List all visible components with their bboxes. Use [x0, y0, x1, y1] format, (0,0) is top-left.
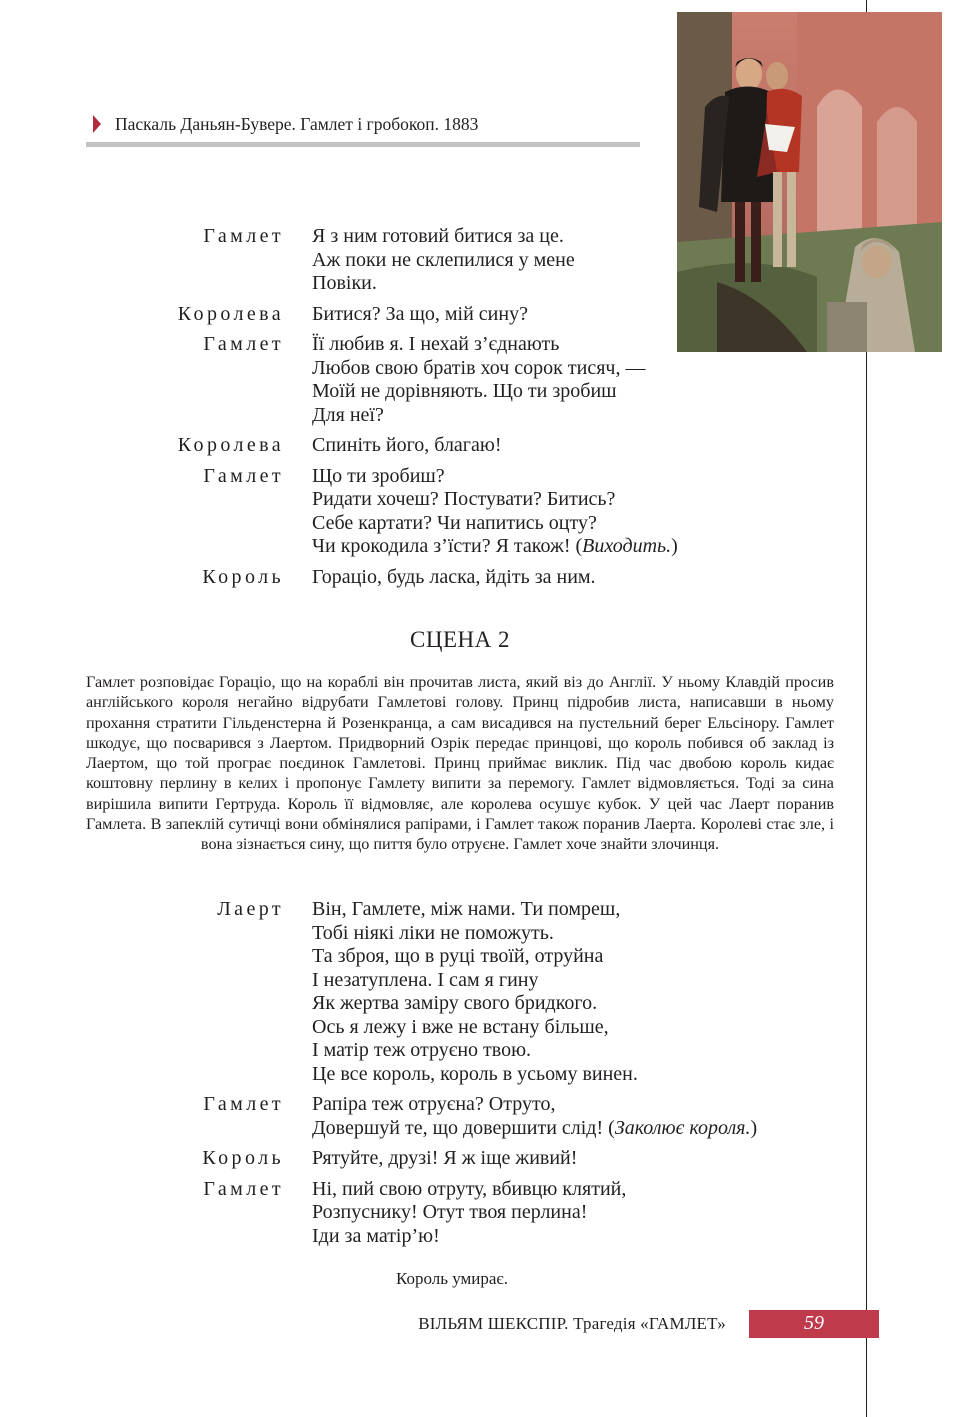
verse-text-close: ) [671, 535, 678, 557]
verse-line: Битися? За що, мій сину? [312, 302, 528, 325]
verse-line: Для неї? [312, 403, 384, 426]
verse-line: Тобі ніякі ліки не поможуть. [312, 921, 554, 944]
stage-direction-inline: Заколює короля. [614, 1116, 751, 1139]
verse-line: Спиніть його, благаю! [312, 434, 502, 456]
caption-text: Паскаль Даньян-Бувере. Гамлет і гробокоп. 1883 [115, 114, 479, 134]
verse-line: Її любив я. І нехай з’єднають [312, 333, 560, 355]
page-number: 59 [804, 1312, 824, 1334]
speaker-name: Королева [177, 302, 284, 325]
verse-line: І матір теж отруєно твою. [312, 1039, 532, 1061]
dialogue-block-2 [0, 898, 866, 1255]
figure-caption [93, 112, 478, 136]
verse-text: Довершуй те, що довершити слід! ( [312, 1116, 615, 1139]
dialogue-entry [0, 1147, 866, 1171]
speaker-name: Лаерт [217, 898, 284, 920]
speaker-name: Гамлет [203, 225, 284, 247]
verse-line: Себе картати? Чи напитись оцту? [312, 511, 597, 534]
verse-line: Це все король, король в усьому винен. [312, 1062, 638, 1085]
dialogue-entry [0, 465, 866, 559]
speaker-name: Королева [177, 434, 284, 456]
verse-line: Повіки. [312, 272, 377, 294]
verse-line: Та зброя, що в руці твоїй, отруйна [312, 945, 604, 967]
dialogue-block-1 [0, 225, 866, 596]
stage-direction-inline: Виходить. [582, 535, 672, 557]
verse-line: Рапіра теж отруєна? Отруто, [312, 1093, 556, 1115]
verse-line: І незатуплена. І сам я гину [312, 968, 539, 991]
running-footer-title: ВІЛЬЯМ ШЕКСПІР. Трагедія «ГАМЛЕТ» [418, 1314, 726, 1333]
speaker-name: Гамлет [203, 333, 284, 355]
dialogue-entry [0, 333, 866, 427]
verse-line: Як жертва заміру свого бридкого. [312, 992, 598, 1014]
verse-line: Що ти зробиш? [312, 464, 445, 487]
verse-line: Розпуснику! Отут твоя перлина! [312, 1201, 588, 1223]
scene-title: СЦЕНА 2 [410, 627, 510, 652]
verse-line: Ось я лежу і вже не встану більше, [312, 1015, 609, 1038]
caption-rule [86, 142, 640, 147]
verse-text-close: ) [750, 1116, 758, 1139]
speaker-name: Король [202, 1147, 284, 1169]
scene-summary: Гамлет розповідає Гораціо, що на кораблі він прочитав листа, який віз до Англії. У ньому Клавдій просив англійського короля негайно відрубати Гамлетові голову. Принц підробив листа, написавши в ньому прохання стратити Гільденстерна й Розенкранца, а сам висадився на пустельний берег Ельсінору. Гамлет шкодує, що посварився з Лаертом. Придворний Озрік передає принцові, що король побився об заклад із Лаертом, що той програє поєдинок Гамлетові. Принц приймає виклик. Під час двобою король кидає коштовну перлину в келих і пропонує Гамлету випити за перемогу. Гамлет відмовляється. Тоді за сина вирішила випити Гертруда. Король її відмовляє, але королева осушує кубок. У цей час Лаерт поранив Гамлета. В запеклій сутичці вони обмінялися рапірами, і Гамлет також поранив Лаерта. Королеві стає зле, і вона зізнається сину, що пиття було отруєне. Гамлет хоче знайти злочинця. [86, 673, 834, 854]
verse-line: Ні, пий свою отруту, вбивцю клятий, [312, 1177, 627, 1200]
verse-line: Він, Гамлете, між нами. Ти помреш, [312, 898, 621, 920]
verse-line: Гораціо, будь ласка, йдіть за ним. [312, 565, 596, 588]
verse-line: Моїй не дорівняють. Що ти зробиш [312, 380, 617, 402]
dialogue-entry [0, 225, 866, 296]
speaker-name: Король [202, 565, 284, 588]
verse-text: Чи крокодила з’їсти? Я також! ( [312, 535, 583, 557]
verse-line: Аж поки не склепилися у мене [312, 248, 575, 271]
speaker-name: Гамлет [203, 1177, 284, 1200]
speaker-name: Гамлет [203, 1093, 284, 1115]
verse-line [312, 535, 866, 559]
verse-line [312, 1117, 866, 1141]
dialogue-entry [0, 1093, 866, 1140]
dialogue-entry [0, 434, 866, 458]
verse-line: Любов свою братів хоч сорок тисяч, — [312, 356, 646, 379]
verse-line: Я з ним готовий битися за це. [312, 225, 564, 247]
stage-direction: Король умирає. [396, 1269, 508, 1288]
dialogue-entry [0, 303, 866, 327]
dialogue-entry [0, 898, 866, 1086]
verse-line: Ридати хочеш? Постувати? Битись? [312, 488, 616, 510]
caption-marker-icon [93, 115, 101, 133]
verse-line: Іди за матір’ю! [312, 1224, 440, 1247]
page-number-tab [749, 1310, 879, 1338]
dialogue-entry [0, 1178, 866, 1249]
speaker-name: Гамлет [203, 464, 284, 487]
dialogue-entry [0, 566, 866, 590]
verse-line: Рятуйте, друзі! Я ж іще живий! [312, 1147, 578, 1169]
